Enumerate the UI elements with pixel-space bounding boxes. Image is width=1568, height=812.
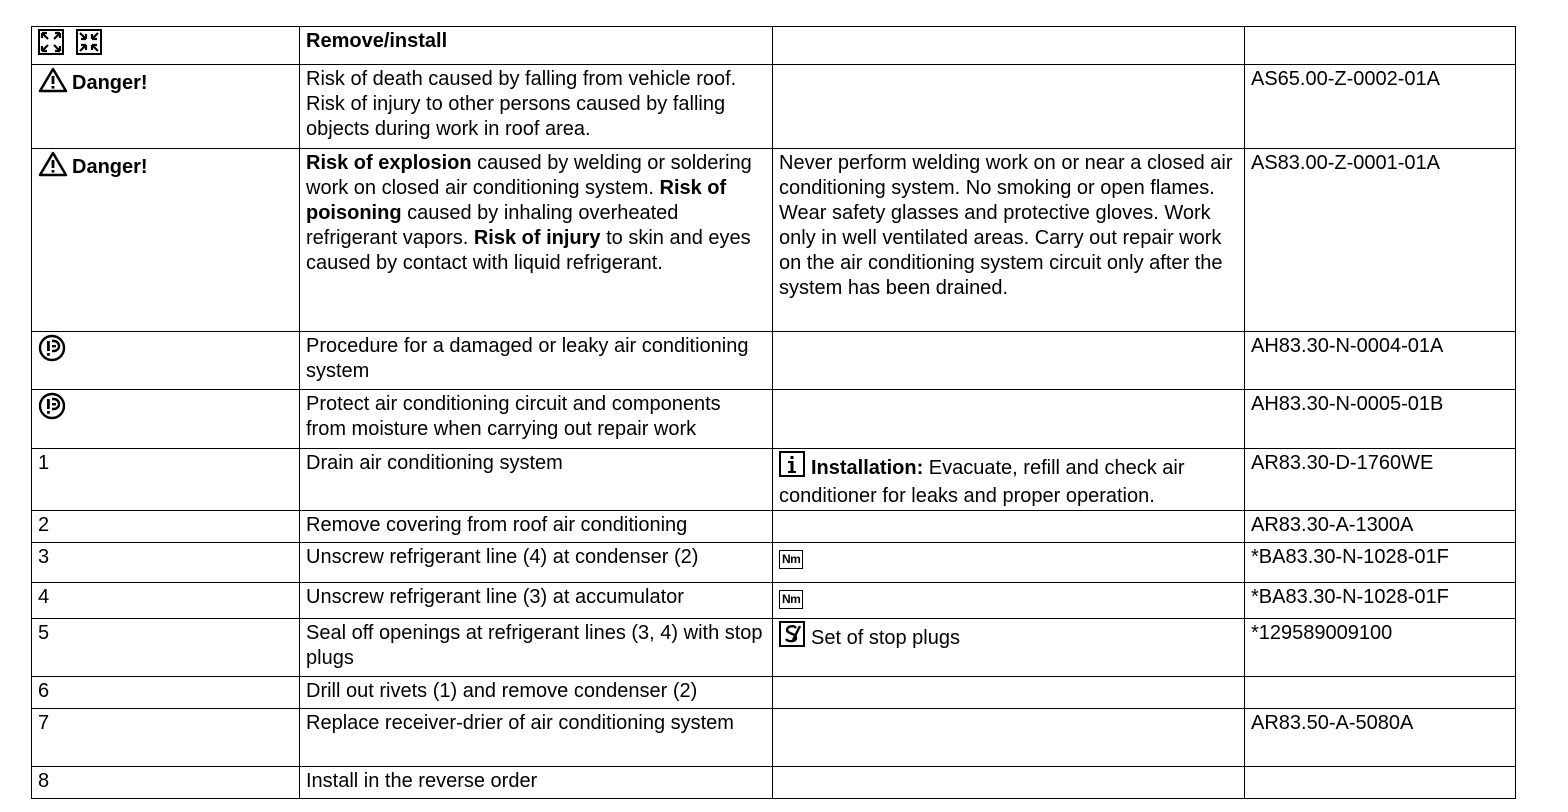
description-cell: Protect air conditioning circuit and components from moisture when carrying out repair work bbox=[300, 390, 773, 449]
step-number: 5 bbox=[32, 619, 300, 677]
step-number: 8 bbox=[32, 767, 300, 799]
step-number: 6 bbox=[32, 677, 300, 709]
remove-icon bbox=[38, 29, 64, 55]
table-row bbox=[32, 619, 1516, 677]
description-cell: Replace receiver-drier of air conditioning system bbox=[300, 709, 773, 767]
notice-icon bbox=[38, 334, 66, 362]
reference-code: AR83.30-A-1300A bbox=[1245, 511, 1516, 543]
danger-label: Danger! bbox=[72, 156, 148, 178]
step-number: 2 bbox=[32, 511, 300, 543]
description-cell: Install in the reverse order bbox=[300, 767, 773, 799]
table-row bbox=[32, 332, 1516, 390]
table-row bbox=[32, 677, 1516, 709]
danger-label: Danger! bbox=[72, 72, 148, 94]
table-row bbox=[32, 149, 1516, 332]
reference-code: *BA83.30-N-1028-01F bbox=[1245, 583, 1516, 619]
note-cell: Installation: Evacuate, refill and check air conditioner for leaks and proper operation. bbox=[773, 449, 1245, 511]
reference-code: *BA83.30-N-1028-01F bbox=[1245, 543, 1516, 583]
description-cell: Unscrew refrigerant line (3) at accumulator bbox=[300, 583, 773, 619]
warning-triangle-icon bbox=[38, 151, 68, 177]
reference-code bbox=[1245, 677, 1516, 709]
reference-code: AR83.50-A-5080A bbox=[1245, 709, 1516, 767]
reference-code: AH83.30-N-0005-01B bbox=[1245, 390, 1516, 449]
description-cell: Procedure for a damaged or leaky air conditioning system bbox=[300, 332, 773, 390]
reference-code: AS83.00-Z-0001-01A bbox=[1245, 149, 1516, 332]
special-tool-icon bbox=[779, 621, 805, 654]
table-row bbox=[32, 65, 1516, 149]
reference-code: *129589009100 bbox=[1245, 619, 1516, 677]
description-cell: Drill out rivets (1) and remove condenser (2) bbox=[300, 677, 773, 709]
description-cell: Risk of death caused by falling from vehicle roof. Risk of injury to other persons caused by falling objects during work in roof area. bbox=[300, 65, 773, 149]
table-header-row bbox=[32, 27, 1516, 65]
step-number: 7 bbox=[32, 709, 300, 767]
table-row bbox=[32, 511, 1516, 543]
reference-code: AS65.00-Z-0002-01A bbox=[1245, 65, 1516, 149]
page-title: Remove/install bbox=[300, 27, 773, 65]
description-cell: Seal off openings at refrigerant lines (3, 4) with stop plugs bbox=[300, 619, 773, 677]
procedure-table bbox=[31, 26, 1516, 799]
table-row bbox=[32, 449, 1516, 511]
install-icon bbox=[76, 29, 102, 55]
reference-code bbox=[1245, 767, 1516, 799]
step-number: 1 bbox=[32, 449, 300, 511]
header-icons-cell bbox=[32, 27, 300, 65]
table-row bbox=[32, 583, 1516, 619]
description-cell: Risk of explosion caused by welding or soldering work on closed air conditioning system. Risk of poisoning caused by inhaling overheated refrigerant vapors. Risk of injury to skin and eyes caused by contact with liquid refrigerant. bbox=[300, 149, 773, 332]
reference-code: AR83.30-D-1760WE bbox=[1245, 449, 1516, 511]
warning-triangle-icon bbox=[38, 67, 68, 93]
torque-icon: Nm bbox=[779, 550, 803, 569]
description-cell: Unscrew refrigerant line (4) at condenser (2) bbox=[300, 543, 773, 583]
note-cell: Set of stop plugs bbox=[773, 619, 1245, 677]
torque-icon: Nm bbox=[779, 590, 803, 609]
note-cell: Never perform welding work on or near a closed air conditioning system. No smoking or open flames. Wear safety glasses and protective gloves. Work only in well ventilated areas. Carry out repair work on the air conditioning system circuit only after the system has been drained. bbox=[773, 149, 1245, 332]
table-row bbox=[32, 709, 1516, 767]
table-row bbox=[32, 543, 1516, 583]
info-icon bbox=[779, 451, 805, 484]
description-cell: Drain air conditioning system bbox=[300, 449, 773, 511]
table-row bbox=[32, 390, 1516, 449]
notice-icon bbox=[38, 392, 66, 420]
table-row bbox=[32, 767, 1516, 799]
reference-code: AH83.30-N-0004-01A bbox=[1245, 332, 1516, 390]
step-number: 4 bbox=[32, 583, 300, 619]
description-cell: Remove covering from roof air conditioning bbox=[300, 511, 773, 543]
step-number: 3 bbox=[32, 543, 300, 583]
